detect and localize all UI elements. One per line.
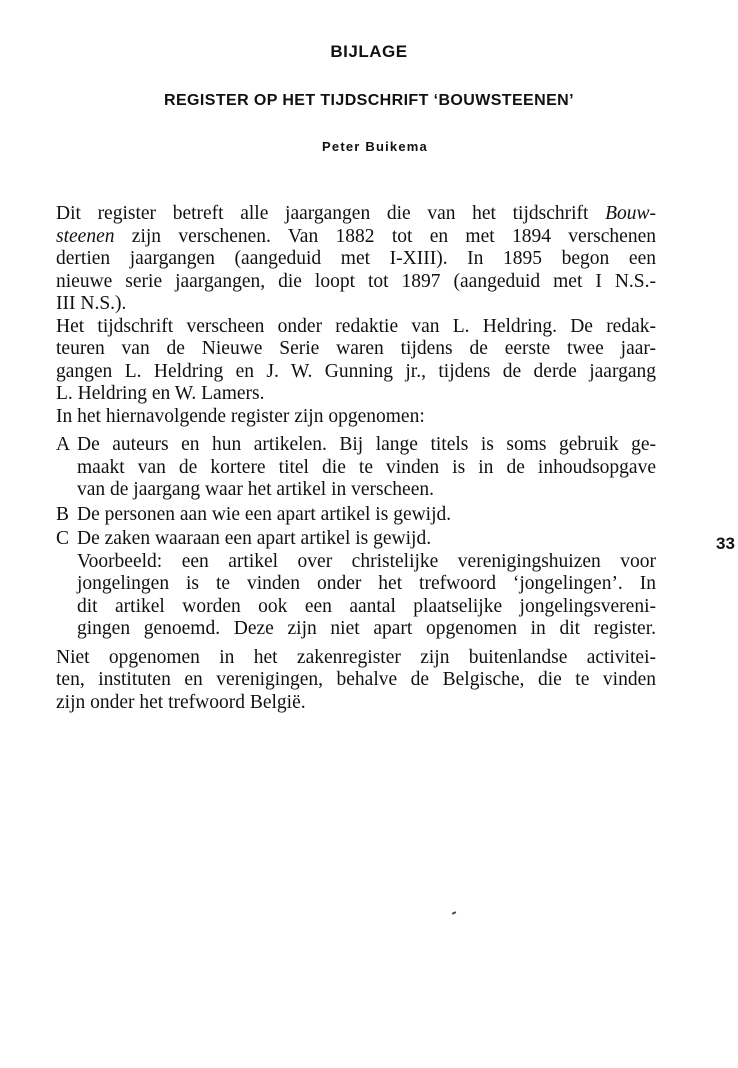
text-line: dertien jaargangen (aangeduid met I-XIII). In 1895 begon een <box>56 248 656 269</box>
text-line: jongelingen is te vinden onder het trefwoord ‘jongelingen’. In <box>77 573 656 594</box>
text-line: Dit register betreft alle jaargangen die van het tijdschrift Bouw- <box>56 203 656 224</box>
text-line: L. Heldring en W. Lamers. <box>56 383 265 404</box>
intro-paragraph-2 <box>56 316 656 406</box>
journal-title-italic: steenen <box>56 225 115 247</box>
text-line: nieuwe serie jaargangen, die loopt tot 1897 (aangeduid met I N.S.- <box>56 270 656 292</box>
body-text <box>56 203 656 714</box>
register-subtitle: REGISTER OP HET TIJDSCHRIFT ‘BOUWSTEENEN’ <box>164 92 574 109</box>
text-line: B De personen aan wie een apart artikel is gewijd. <box>56 503 452 525</box>
text-line: In het hiernavolgende register zijn opgenomen: <box>56 405 425 427</box>
page-title: BIJLAGE <box>330 42 408 61</box>
journal-title-italic: Bouw- <box>605 203 656 224</box>
intro-paragraph-3 <box>56 406 656 429</box>
text-line: Niet opgenomen in het zakenregister zijn buitenlandse activitei- <box>56 646 656 668</box>
text-line: Voorbeeld: een artikel over christelijke verenigingshuizen voor <box>77 550 656 572</box>
list-item-a <box>56 434 656 502</box>
text-line: maakt van de kortere titel die te vinden is in de inhoudsopgave <box>77 456 656 478</box>
text-line: van de jaargang waar het artikel in verscheen. <box>77 479 434 500</box>
text-line: dit artikel worden ook een aantal plaatselijke jongelingsvereni- <box>77 595 656 617</box>
text-line: gingen genoemd. Deze zijn niet apart opgenomen in dit register. <box>77 618 656 639</box>
list-item-b <box>56 504 656 527</box>
list-letter: B <box>56 503 70 525</box>
text-line: C De zaken waaraan een apart artikel is gewijd. <box>56 528 432 549</box>
page-number: 33 <box>716 534 735 553</box>
author-name: Peter Buikema <box>322 139 428 154</box>
text-line: ten, instituten en verenigingen, behalve de Belgische, die te vinden <box>56 669 656 690</box>
text-line: A De auteurs en hun artikelen. Bij lange titels is soms gebruik ge- <box>56 434 656 455</box>
text-line: teuren van de Nieuwe Serie waren tijdens de eerste twee jaar- <box>56 338 656 359</box>
closing-paragraph <box>56 647 656 715</box>
list-letter: C <box>56 528 70 549</box>
text-line: Het tijdschrift verscheen onder redaktie van L. Heldring. De redak- <box>56 315 656 337</box>
list-item-c <box>56 528 656 641</box>
print-speck <box>452 911 456 915</box>
intro-paragraph-1 <box>56 203 656 316</box>
text-line: steenen zijn verschenen. Van 1882 tot en met 1894 verschenen <box>56 225 656 247</box>
text-line: III N.S.). <box>56 293 127 314</box>
list-letter: A <box>56 434 71 455</box>
text-line: zijn onder het trefwoord België. <box>56 691 306 713</box>
text-line: gangen L. Heldring en J. W. Gunning jr., tijdens de derde jaargang <box>56 360 656 382</box>
